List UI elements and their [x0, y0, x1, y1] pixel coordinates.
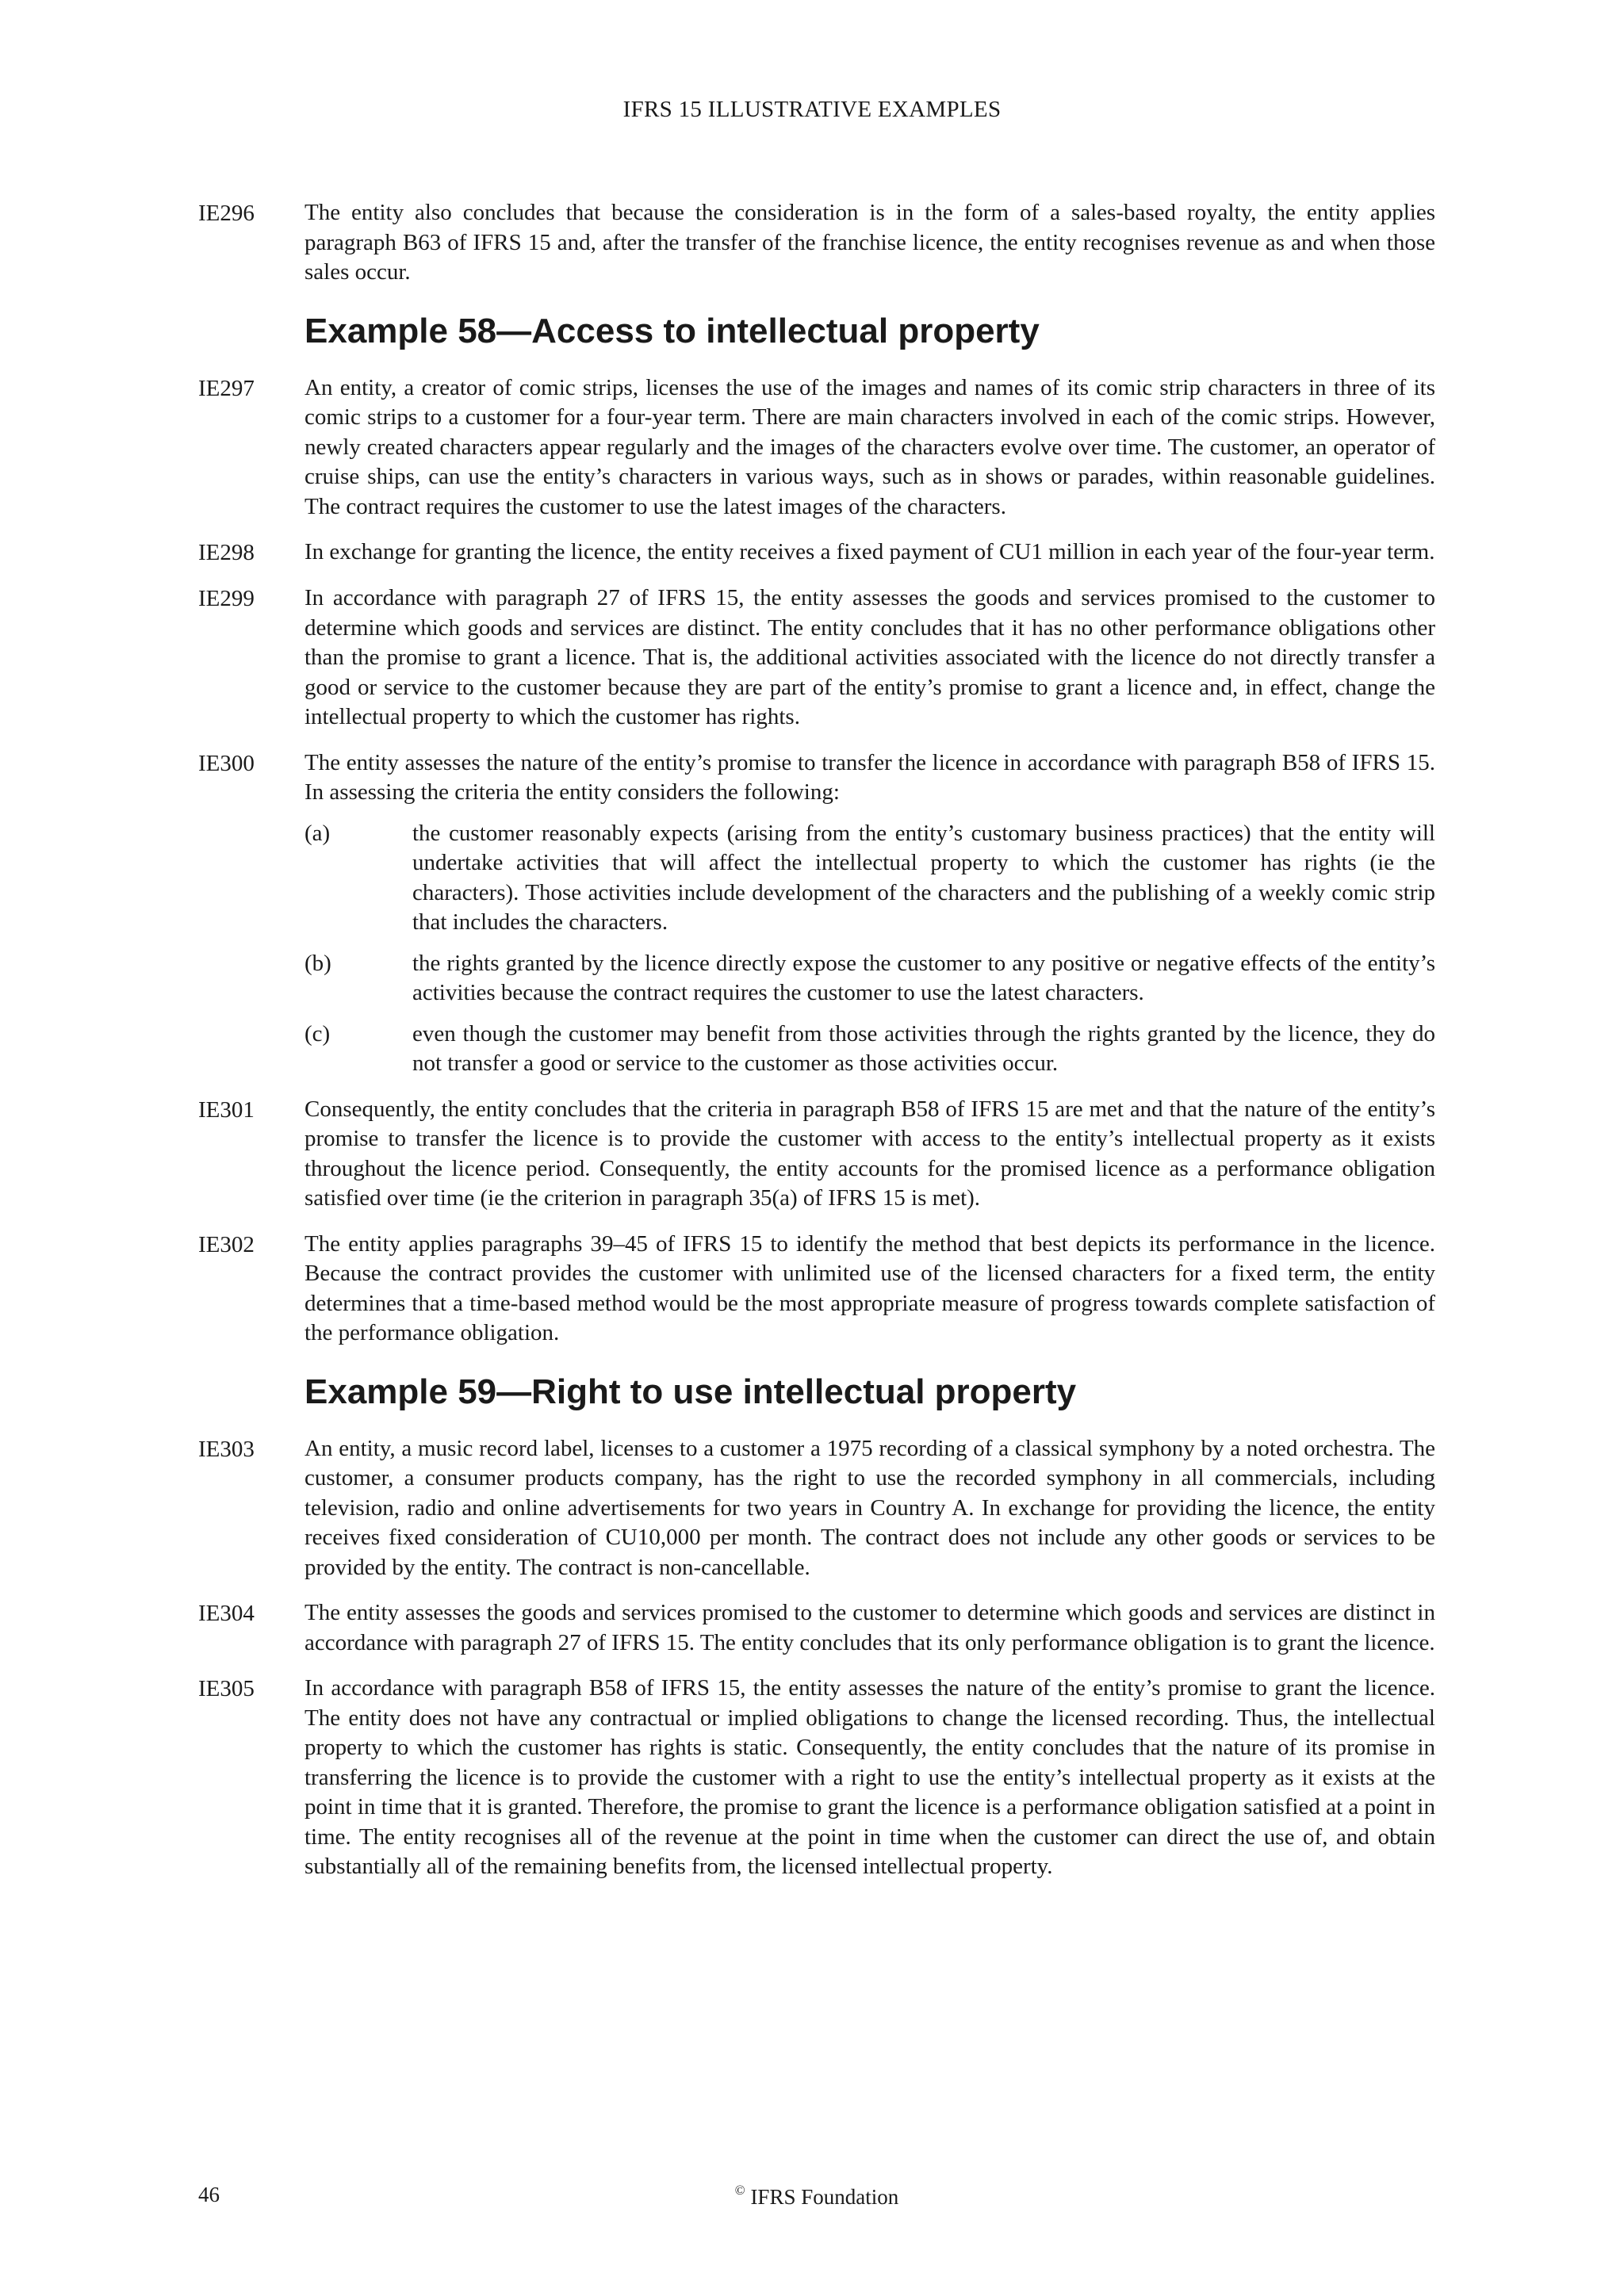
paragraph-text: The entity also concludes that because the consideration is in the form of a sales-based royalty, the entity applies paragraph B63 of IFRS 15 and, after the transfer of the franchise licence, the entity recognises revenue as and when those sales occur. — [304, 200, 1435, 285]
paragraph-text: The entity assesses the goods and services promised to the customer to determine which goods and services are distinct in accordance with paragraph 27 of IFRS 15. The entity concludes that its only performance obligation is to grant the licence. — [304, 1600, 1435, 1655]
paragraph-text: An entity, a creator of comic strips, licenses the use of the images and names of its comic strip characters in three of its comic strips to a customer for a four-year term. There are main characters involved in each of the comic strips. However, newly created characters appear regularly and the images of the characters evolve over time. The customer, an operator of cruise ships, can use the entity’s characters in various ways, such as in shows or parades, within reasonable guidelines. The contract requires the customer to use the latest images of the characters. — [304, 374, 1435, 519]
paragraph-number: IE301 — [198, 1096, 255, 1123]
example-59-heading: Example 59—Right to use intellectual property — [304, 1372, 1077, 1411]
paragraph-number: IE300 — [198, 750, 255, 776]
paragraph-ie299 — [198, 584, 1435, 733]
list-item-text: the rights granted by the licence directly expose the customer to any positive or negative effects of the entity’s activities because the contract requires the customer to use the latest characters. — [412, 950, 1435, 1005]
list-item — [304, 819, 1435, 938]
paragraph-text: In exchange for granting the licence, the entity receives a fixed payment of CU1 million in each year of the four-year term. — [304, 539, 1435, 564]
copyright-icon: © — [734, 2183, 745, 2198]
copyright-notice — [198, 2183, 1435, 2210]
paragraph-number: IE302 — [198, 1231, 255, 1257]
list-item-label: (c) — [304, 1020, 331, 1047]
paragraph-text: The entity assesses the nature of the entity’s promise to transfer the licence in accordance with paragraph B58 of IFRS 15. In assessing the criteria the entity considers the following: — [304, 749, 1435, 805]
paragraph-ie301 — [198, 1095, 1435, 1214]
paragraph-text: Consequently, the entity concludes that the criteria in paragraph B58 of IFRS 15 are met and that the nature of the entity’s promise to transfer the licence is to provide the customer with access to the entity’s intellectual property as it exists throughout the licence period. Consequently, the entity accounts for the promised licence as a performance obligation satisfied over time (ie the criterion in paragraph 35(a) of IFRS 15 is met). — [304, 1096, 1435, 1211]
paragraph-number: IE298 — [198, 540, 255, 565]
paragraph-ie302 — [198, 1230, 1435, 1349]
paragraph-ie298 — [198, 538, 1435, 568]
paragraph-text: The entity applies paragraphs 39–45 of IFRS 15 to identify the method that best depicts its performance in the licence. Because the contract provides the customer with unlimited use of the licensed characters for a fixed term, the entity determines that a time-based method would be the most appropriate measure of progress towards complete satisfaction of the performance obligation. — [304, 1230, 1435, 1345]
page-header — [0, 97, 1624, 123]
paragraph-number: IE305 — [198, 1676, 255, 1701]
paragraph-ie305 — [198, 1674, 1435, 1882]
list-item-label: (b) — [304, 950, 331, 976]
example-58-heading: Example 58—Access to intellectual property — [304, 311, 1040, 350]
paragraph-text: In accordance with paragraph 27 of IFRS 15, the entity assesses the goods and services promised to the customer to determine which goods and services are distinct. The entity concludes that it has no other performance obligations other than the promise to grant a licence. That is, the additional activities associated with the licence do not directly transfer a good or service to the customer because they are part of the entity’s promise to grant a licence and, in effect, change the intellectual property to which the customer has rights. — [304, 585, 1435, 729]
running-title: IFRS 15 ILLUSTRATIVE EXAMPLES — [622, 97, 1002, 122]
list-item-text: the customer reasonably expects (arising from the entity’s customary business practices) that the entity will undertake activities that will affect the intellectual property to which the customer has rights (ie the characters). Those activities include development of the characters and the publishing of a weekly comic strip that includes the characters. — [412, 820, 1435, 935]
paragraph-ie296 — [198, 198, 1435, 288]
page-number: 46 — [198, 2183, 220, 2206]
list-item-text: even though the customer may benefit from those activities through the rights granted by the licence, they do not transfer a good or service to the customer as those activities occur. — [412, 1020, 1435, 1076]
list-item-label: (a) — [304, 820, 331, 846]
paragraph-ie304 — [198, 1598, 1435, 1658]
paragraph-ie303 — [198, 1434, 1435, 1583]
paragraph-number: IE303 — [198, 1436, 255, 1462]
paragraph-number: IE304 — [198, 1601, 255, 1626]
paragraph-ie300 — [198, 748, 1435, 1079]
paragraph-number: IE297 — [198, 375, 255, 401]
paragraph-number: IE296 — [198, 201, 255, 226]
paragraph-number: IE299 — [198, 586, 255, 611]
paragraph-text: In accordance with paragraph B58 of IFRS 15, the entity assesses the nature of the entity’s promise to grant the licence. The entity does not have any contractual or implied obligations to change the licensed recording. Thus, the intellectual property to which the customer has rights is static. Consequently, the entity concludes that the nature of its promise in transferring the licence is to provide the customer with a right to use the entity’s intellectual property as it exists at the point in time that it is granted. Therefore, the promise to grant the licence is a performance obligation satisfied at a point in time. The entity recognises all of the revenue at the point in time when the customer can direct the use of, and obtain substantially all of the remaining benefits from, the licensed intellectual property. — [304, 1675, 1435, 1879]
list-item — [304, 1020, 1435, 1079]
page-footer — [198, 2183, 1435, 2214]
copyright-holder: IFRS Foundation — [750, 2185, 899, 2209]
list-item — [304, 949, 1435, 1008]
document-body — [198, 198, 1435, 1898]
paragraph-ie297 — [198, 373, 1435, 522]
paragraph-text: An entity, a music record label, licenses to a customer a 1975 recording of a classical symphony by a noted orchestra. The customer, a consumer products company, has the right to use the recorded symphony in all commercials, including television, radio and online advertisements for two years in Country A. In exchange for providing the licence, the entity receives fixed consideration of CU10,000 per month. The contract does not include any other goods or services to be provided by the entity. The contract is non-cancellable. — [304, 1435, 1435, 1580]
